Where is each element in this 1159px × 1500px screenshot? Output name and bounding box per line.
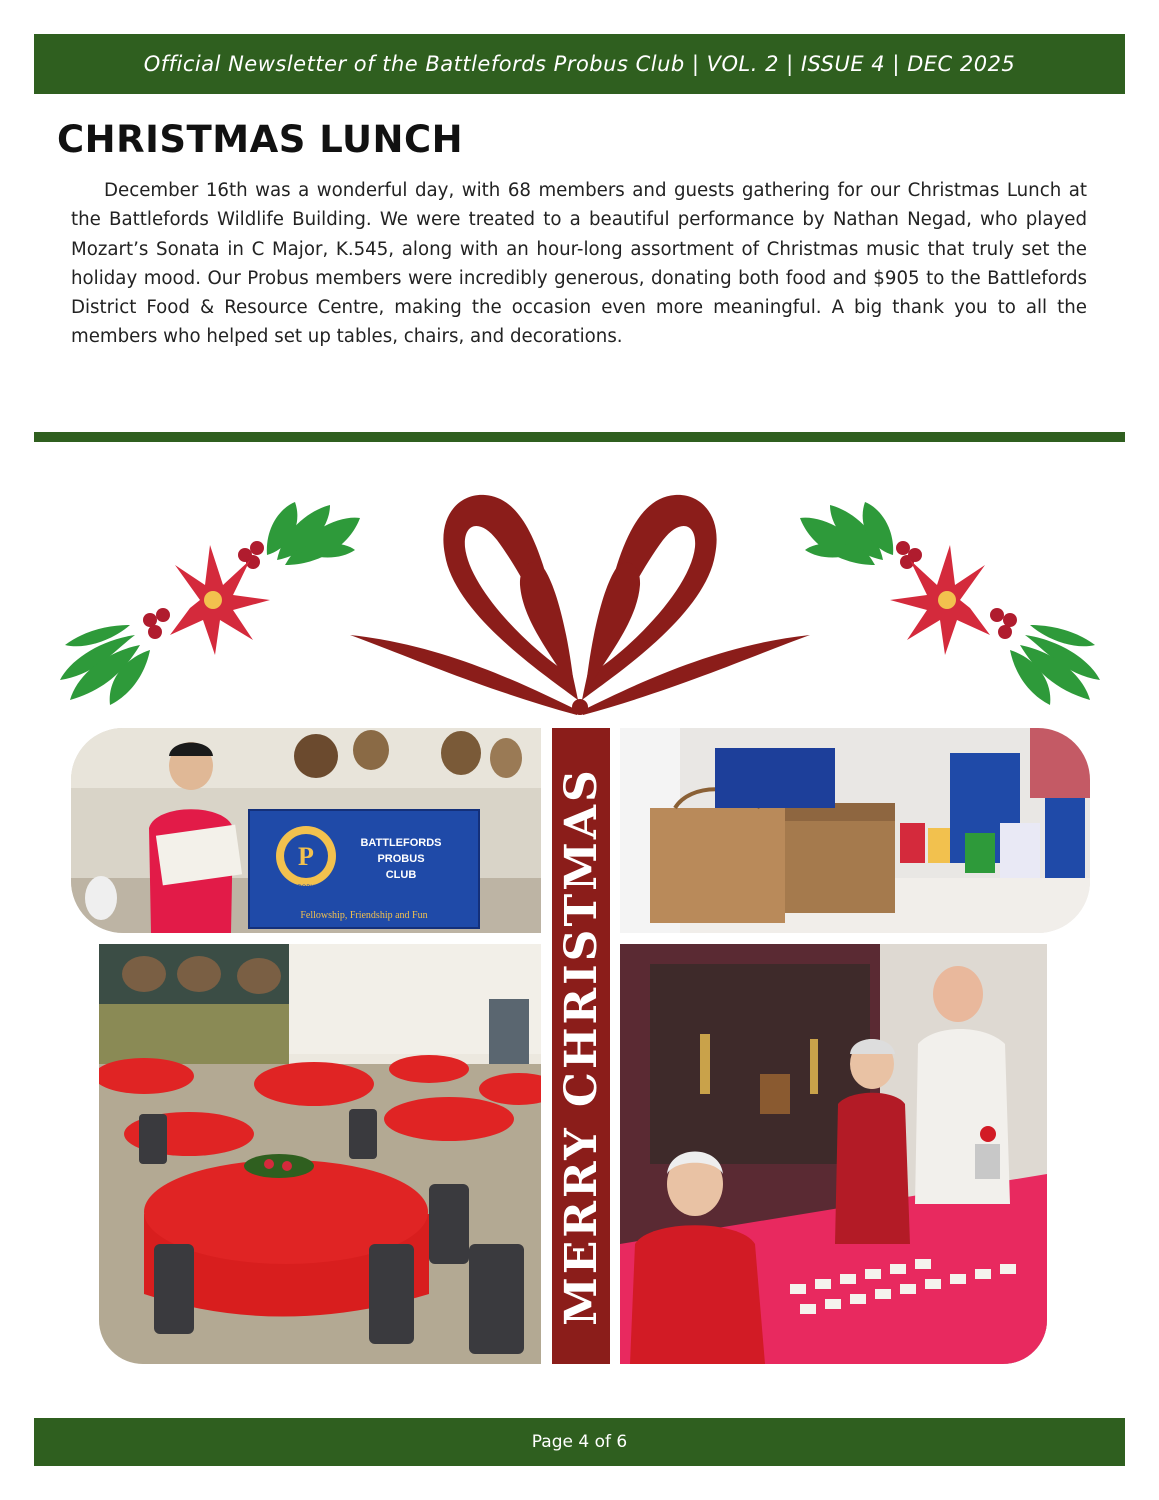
newsletter-header (34, 34, 1125, 94)
photo-food-donations (620, 728, 1090, 933)
gift-ribbon (552, 728, 610, 1364)
banner-line-2: PROBUS (377, 853, 425, 865)
page-footer (34, 1418, 1125, 1466)
banner-line-1: BATTLEFORDS (360, 837, 442, 849)
holly-poinsettia-left-icon (55, 500, 365, 710)
merry-christmas-text: MERRY CHRISTMAS (555, 766, 607, 1326)
page-number: Page 4 of 6 (531, 1432, 628, 1452)
banner-line-3: CLUB (385, 869, 417, 881)
section-divider (34, 432, 1125, 442)
article-title: CHRISTMAS LUNCH (57, 118, 464, 161)
banner-tagline: Fellowship, Friendship and Fun (300, 910, 428, 921)
probus-logo-letter: P (298, 842, 314, 871)
holly-poinsettia-right-icon (795, 500, 1105, 710)
gift-bow-icon (345, 485, 815, 715)
newsletter-masthead: Official Newsletter of the Battlefords Probus Club | VOL. 2 | ISSUE 4 | DEC 2025 (143, 52, 1016, 76)
photo-welcome-table (620, 944, 1047, 1364)
photo-lunch-hall (99, 944, 541, 1364)
probus-logo-word: PROBUS (293, 885, 319, 891)
article-body: December 16th was a wonderful day, with 68 members and guests gathering for our Christmas Lunch at the Battlefords Wildlife Building. We were treated to a beautiful performance by Nathan Negad, who played Mozart’s Sonata in C Major, K.545, along with an hour-long assortment of Christmas music that truly set the holiday mood. Our Probus members were incredibly generous, donating both food and $905 to the Battlefords District Food & Resource Centre, making the occasion even more meaningful. A big thank you to all the members who helped set up tables, chairs, and decorations. (71, 180, 1087, 348)
photo-performer-banner (71, 728, 541, 933)
